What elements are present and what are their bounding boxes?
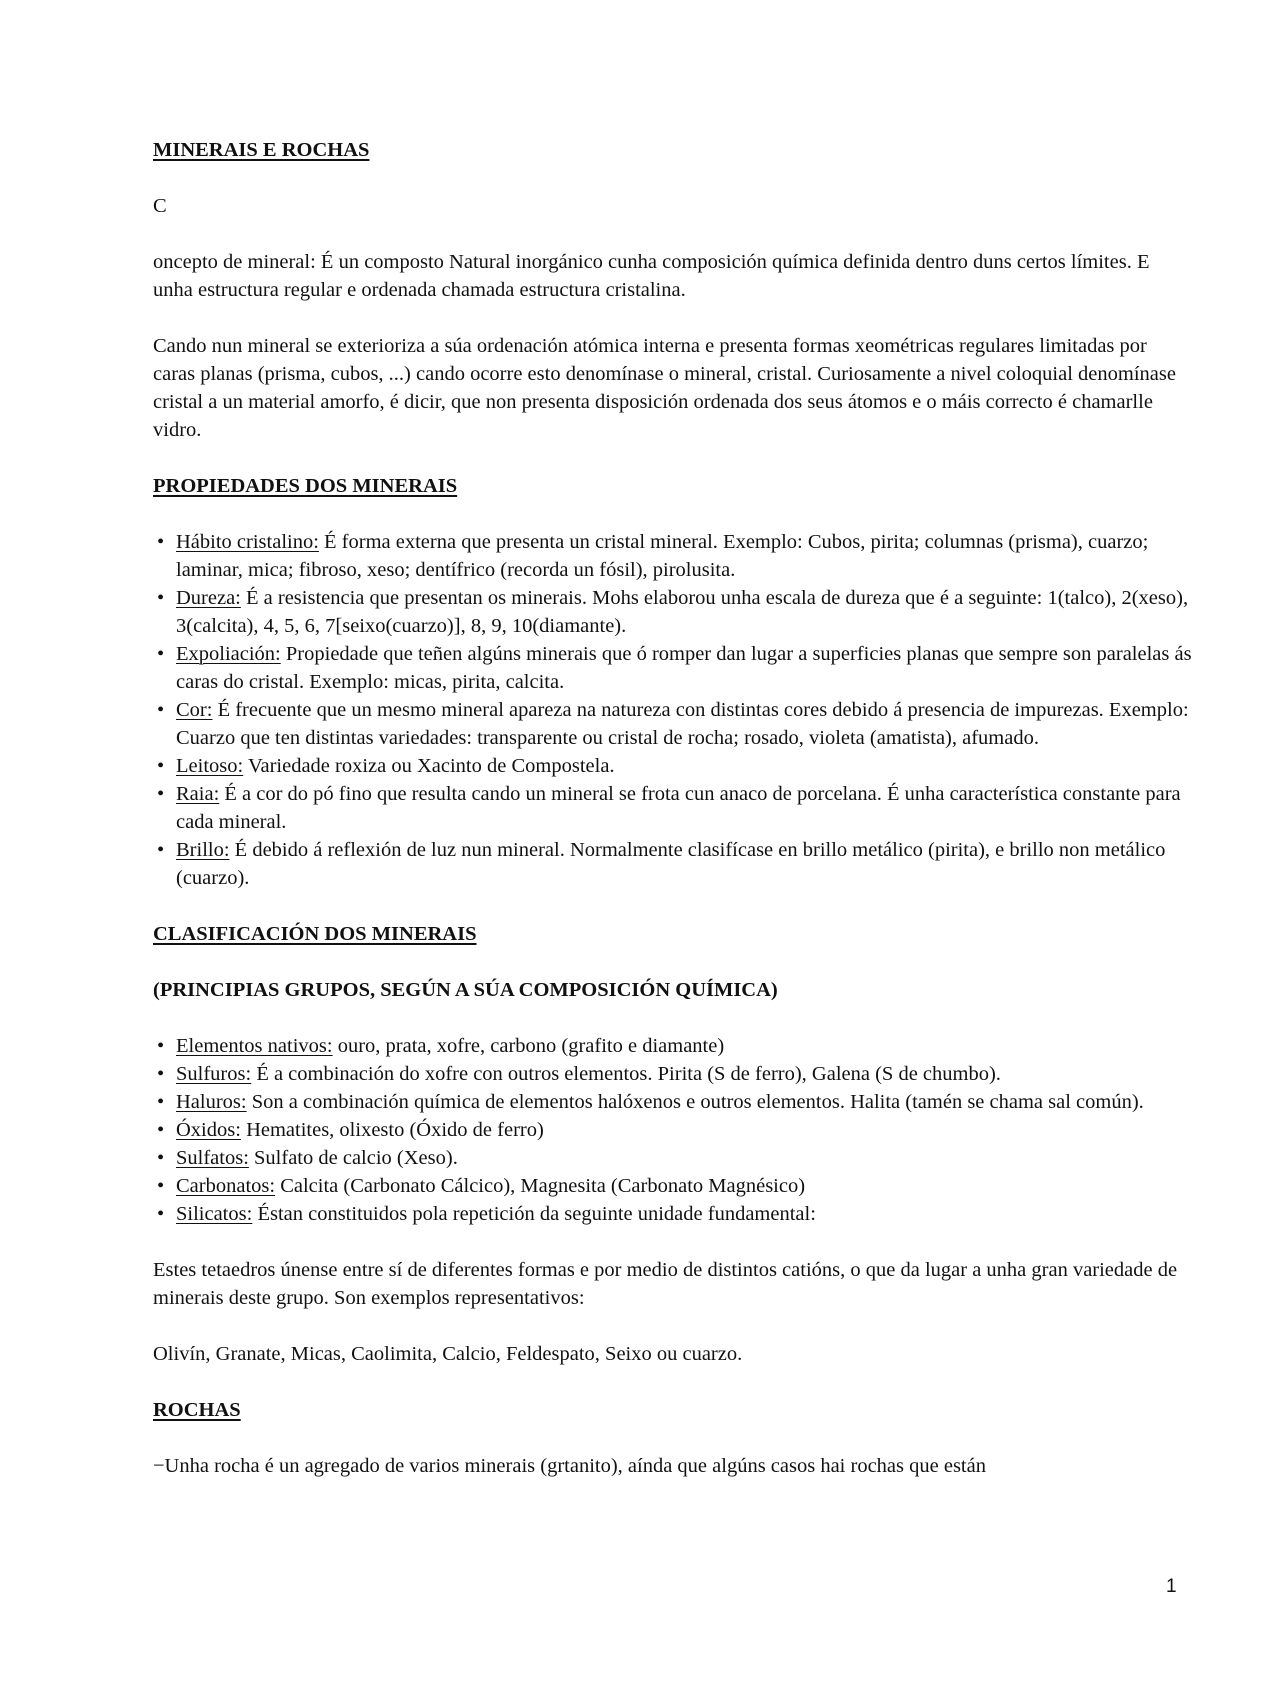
list-item <box>153 1172 1193 1200</box>
property-text: É a resistencia que presentan os minerais. Mohs elaborou unha escala de dureza que é a seguinte: 1(talco), 2(xeso), 3(calcita), 4, 5, 6, 7[seixo(cuarzo)], 8, 9, 10(diamante). <box>176 587 1189 637</box>
bullet-icon: • <box>157 1175 165 1197</box>
list-item <box>153 780 1193 836</box>
intro-paragraph: oncepto de mineral: É un composto Natural inorgánico cunha composición química definida dentro duns certos límites. E unha estructura regular e ordenada chamada estructura cristalina. <box>153 251 1150 301</box>
bullet-icon: • <box>157 699 165 721</box>
property-term: Dureza: <box>176 587 241 609</box>
group-text: Hematites, olixesto (Óxido de ferro) <box>240 1119 544 1141</box>
classification-subheading: (PRINCIPIAS GRUPOS, SEGÚN A SÚA COMPOSICIÓN QUÍMICA) <box>153 979 778 1001</box>
examples-paragraph: Olivín, Granate, Micas, Caolimita, Calcio, Feldespato, Seixo ou cuarzo. <box>153 1343 743 1365</box>
classification-heading: CLASIFICACIÓN DOS MINERAIS <box>153 923 477 945</box>
group-term: Haluros: <box>176 1091 247 1113</box>
crystal-paragraph: Cando nun mineral se exterioriza a súa ordenación atómica interna e presenta formas xeométricas regulares limitadas por caras planas (prisma, cubos, ...) cando ocorre esto denomínase o mineral, cristal. Curiosamente a nivel coloquial denomínase cristal a un material amorfo, é dicir, que non presenta disposición ordenada dos seus átomos e o máis correcto é chamarlle vidro. <box>153 335 1176 441</box>
document-content <box>153 136 1193 1480</box>
bullet-icon: • <box>157 783 165 805</box>
list-item <box>153 640 1193 696</box>
list-item <box>153 696 1193 752</box>
rocks-heading: ROCHAS <box>153 1399 241 1421</box>
group-text: Sulfato de calcio (Xeso). <box>248 1147 458 1169</box>
rocks-paragraph: −Unha rocha é un agregado de varios minerais (grtanito), aínda que algúns casos hai rochas que están <box>153 1455 986 1477</box>
list-item <box>153 752 1193 780</box>
group-term: Elementos nativos: <box>176 1035 333 1057</box>
property-text: É forma externa que presenta un cristal mineral. Exemplo: Cubos, pirita; columnas (prisma), cuarzo; laminar, mica; fibroso, xeso; dentífrico (recorda un fósil), pirolusita. <box>176 531 1149 581</box>
property-text: É debido á reflexión de luz nun mineral. Normalmente clasifícase en brillo metálico (pirita), e brillo non metálico (cuarzo). <box>176 839 1166 889</box>
list-item <box>153 528 1193 584</box>
property-term: Leitoso: <box>176 755 244 777</box>
group-text: Calcita (Carbonato Cálcico), Magnesita (Carbonato Magnésico) <box>275 1175 806 1197</box>
group-text: ouro, prata, xofre, carbono (grafito e diamante) <box>332 1035 725 1057</box>
property-term: Brillo: <box>176 839 230 861</box>
list-item <box>153 584 1193 640</box>
properties-list <box>153 528 1193 892</box>
bullet-icon: • <box>157 1063 165 1085</box>
bullet-icon: • <box>157 587 165 609</box>
bullet-icon: • <box>157 1119 165 1141</box>
list-item <box>153 1200 1193 1228</box>
bullet-icon: • <box>157 755 165 777</box>
group-text: Éstan constituidos pola repetición da seguinte unidade fundamental: <box>252 1203 816 1225</box>
list-item <box>153 836 1193 892</box>
property-text: É a cor do pó fino que resulta cando un mineral se frota cun anaco de porcelana. É unha característica constante para cada mineral. <box>176 783 1181 833</box>
property-text: Propiedade que teñen algúns minerais que ó romper dan lugar a superficies planas que sempre son paralelas ás caras do cristal. Exemplo: micas, pirita, calcita. <box>176 643 1192 693</box>
property-term: Cor: <box>176 699 213 721</box>
group-text: Son a combinación química de elementos halóxenos e outros elementos. Halita (tamén se chama sal común). <box>246 1091 1144 1113</box>
tetrahedra-paragraph: Estes tetaedros únense entre sí de diferentes formas e por medio de distintos catións, o que da lugar a unha gran variedade de minerais deste grupo. Son exemplos representativos: <box>153 1259 1178 1309</box>
bullet-icon: • <box>157 1203 165 1225</box>
list-item <box>153 1032 1193 1060</box>
bullet-icon: • <box>157 839 165 861</box>
drop-letter: C <box>153 195 167 217</box>
list-item <box>153 1144 1193 1172</box>
page-title: MINERAIS E ROCHAS <box>153 139 370 161</box>
list-item <box>153 1116 1193 1144</box>
bullet-icon: • <box>157 643 165 665</box>
property-term: Hábito cristalino: <box>176 531 319 553</box>
property-term: Raia: <box>176 783 220 805</box>
page-number: 1 <box>1166 1576 1177 1597</box>
properties-heading: PROPIEDADES DOS MINERAIS <box>153 475 458 497</box>
bullet-icon: • <box>157 531 165 553</box>
group-term: Óxidos: <box>176 1119 241 1141</box>
list-item <box>153 1060 1193 1088</box>
list-item <box>153 1088 1193 1116</box>
bullet-icon: • <box>157 1147 165 1169</box>
group-term: Sulfatos: <box>176 1147 249 1169</box>
bullet-icon: • <box>157 1091 165 1113</box>
group-term: Carbonatos: <box>176 1175 276 1197</box>
group-text: É a combinación do xofre con outros elementos. Pirita (S de ferro), Galena (S de chumbo). <box>251 1063 1001 1085</box>
groups-list <box>153 1032 1193 1228</box>
group-term: Silicatos: <box>176 1203 253 1225</box>
bullet-icon: • <box>157 1035 165 1057</box>
property-text: É frecuente que un mesmo mineral apareza na natureza con distintas cores debido á presencia de impurezas. Exemplo: Cuarzo que ten distintas variedades: transparente ou cristal de rocha; rosado, violeta (amatista), afumado. <box>176 699 1189 749</box>
property-text: Variedade roxiza ou Xacinto de Compostela. <box>243 755 615 777</box>
property-term: Expoliación: <box>176 643 281 665</box>
group-term: Sulfuros: <box>176 1063 252 1085</box>
